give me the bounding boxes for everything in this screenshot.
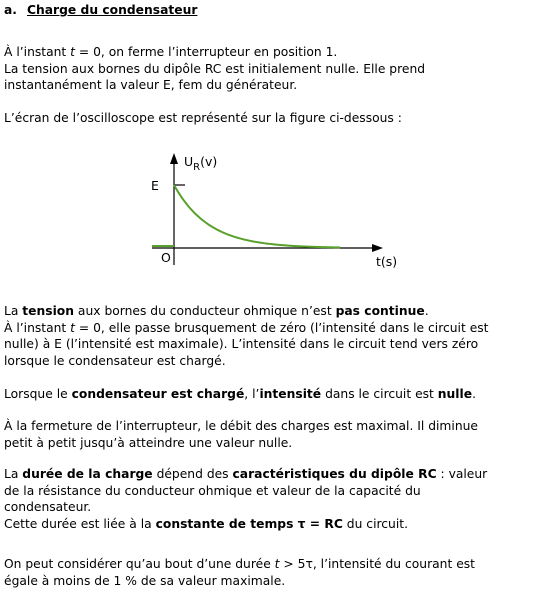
five-tau-text: On peut considérer qu’au bout d’une durée: [4, 557, 275, 571]
duration-text: du circuit.: [342, 516, 408, 531]
closing-line-2: petit à petit jusqu’à atteindre une valeur nulle.: [4, 435, 293, 450]
y-axis-label: $U_R(v)$: [184, 154, 218, 173]
voltage-curve: [174, 185, 340, 247]
charged-text: .: [472, 387, 476, 401]
paragraph-duration: [4, 466, 556, 532]
paragraph-tension: [4, 303, 556, 369]
five-tau-line-2: égale à moins de 1 % de sa valeur maximale.: [4, 573, 286, 588]
charged-text: Lorsque le: [4, 387, 72, 401]
duration-line-3: condensateur.: [4, 500, 92, 514]
charged-text: dans le circuit est: [321, 387, 438, 401]
closing-line-1: À la fermeture de l’interrupteur, le débit des charges est maximal. Il diminue: [4, 419, 478, 433]
variable-t: t: [274, 557, 280, 571]
tension-line-1: [4, 303, 556, 320]
tension-bold: tension: [22, 304, 75, 318]
origin-label: O: [161, 250, 171, 265]
paragraph-charged: [4, 386, 556, 403]
x-axis-arrow: [372, 244, 383, 252]
tension-text: À l’instant: [4, 320, 71, 335]
duration-text: dépend des: [152, 467, 233, 481]
duration-text: Cette durée est liée à la: [4, 516, 156, 531]
tension-text: .: [424, 304, 429, 318]
section-letter: a.: [4, 3, 17, 17]
not-continuous-bold: pas continue: [335, 304, 425, 318]
section-heading: [4, 3, 197, 17]
duration-line-1: [4, 466, 556, 483]
oscilloscope-graph: [140, 150, 400, 270]
tension-line-2: [4, 320, 556, 337]
tension-line-4: lorsque le condensateur est chargé.: [4, 353, 226, 368]
intro-line-3: instantanément la valeur E, fem du générateur.: [4, 78, 298, 92]
duration-line-4: [4, 516, 556, 533]
tension-text: aux bornes du conducteur ohmique n’est: [74, 304, 336, 318]
intensity-bold: intensité: [259, 387, 322, 401]
paragraph-intro: [4, 44, 556, 94]
paragraph-closing: [4, 418, 556, 451]
five-tau-text: > 5τ, l’intensité du courant est: [279, 557, 475, 571]
charged-bold: condensateur est chargé: [71, 387, 245, 401]
characteristics-bold: caractéristiques du dipôle RC: [232, 467, 437, 481]
intro-line-1: [4, 44, 556, 61]
null-bold: nulle: [437, 387, 473, 401]
variable-t: t: [70, 320, 75, 335]
tension-text: = 0, elle passe brusquement de zéro (l’intensité dans le circuit est: [74, 320, 489, 335]
five-tau-line-1: [4, 556, 556, 573]
duration-bold: durée de la charge: [22, 467, 153, 481]
paragraph-five-tau: [4, 556, 556, 589]
duration-text: : valeur: [436, 467, 488, 481]
paragraph-oscilloscope: L’écran de l’oscilloscope est représenté sur la figure ci-dessous :: [4, 111, 402, 125]
tension-text: La: [4, 304, 23, 318]
tension-line-3: nulle) à E (l’intensité est maximale). L’intensité dans le circuit tend vers zéro: [4, 337, 479, 351]
x-axis-label: t(s): [376, 254, 398, 269]
section-title: Charge du condensateur: [26, 3, 198, 17]
intro-text: = 0, on ferme l’interrupteur en position 1.: [74, 45, 338, 59]
duration-line-2: de la résistance du conducteur ohmique et valeur de la capacité du: [4, 483, 421, 498]
charged-text: , l’: [244, 387, 260, 401]
duration-text: La: [4, 467, 23, 481]
y-axis-arrow: [170, 153, 178, 164]
variable-t: t: [70, 45, 75, 59]
intro-text: À l’instant: [4, 45, 71, 59]
time-constant-bold: constante de temps τ = RC: [155, 516, 343, 531]
e-label: E: [151, 178, 159, 193]
intro-line-2: La tension aux bornes du dipôle RC est initialement nulle. Elle prend: [4, 61, 426, 76]
